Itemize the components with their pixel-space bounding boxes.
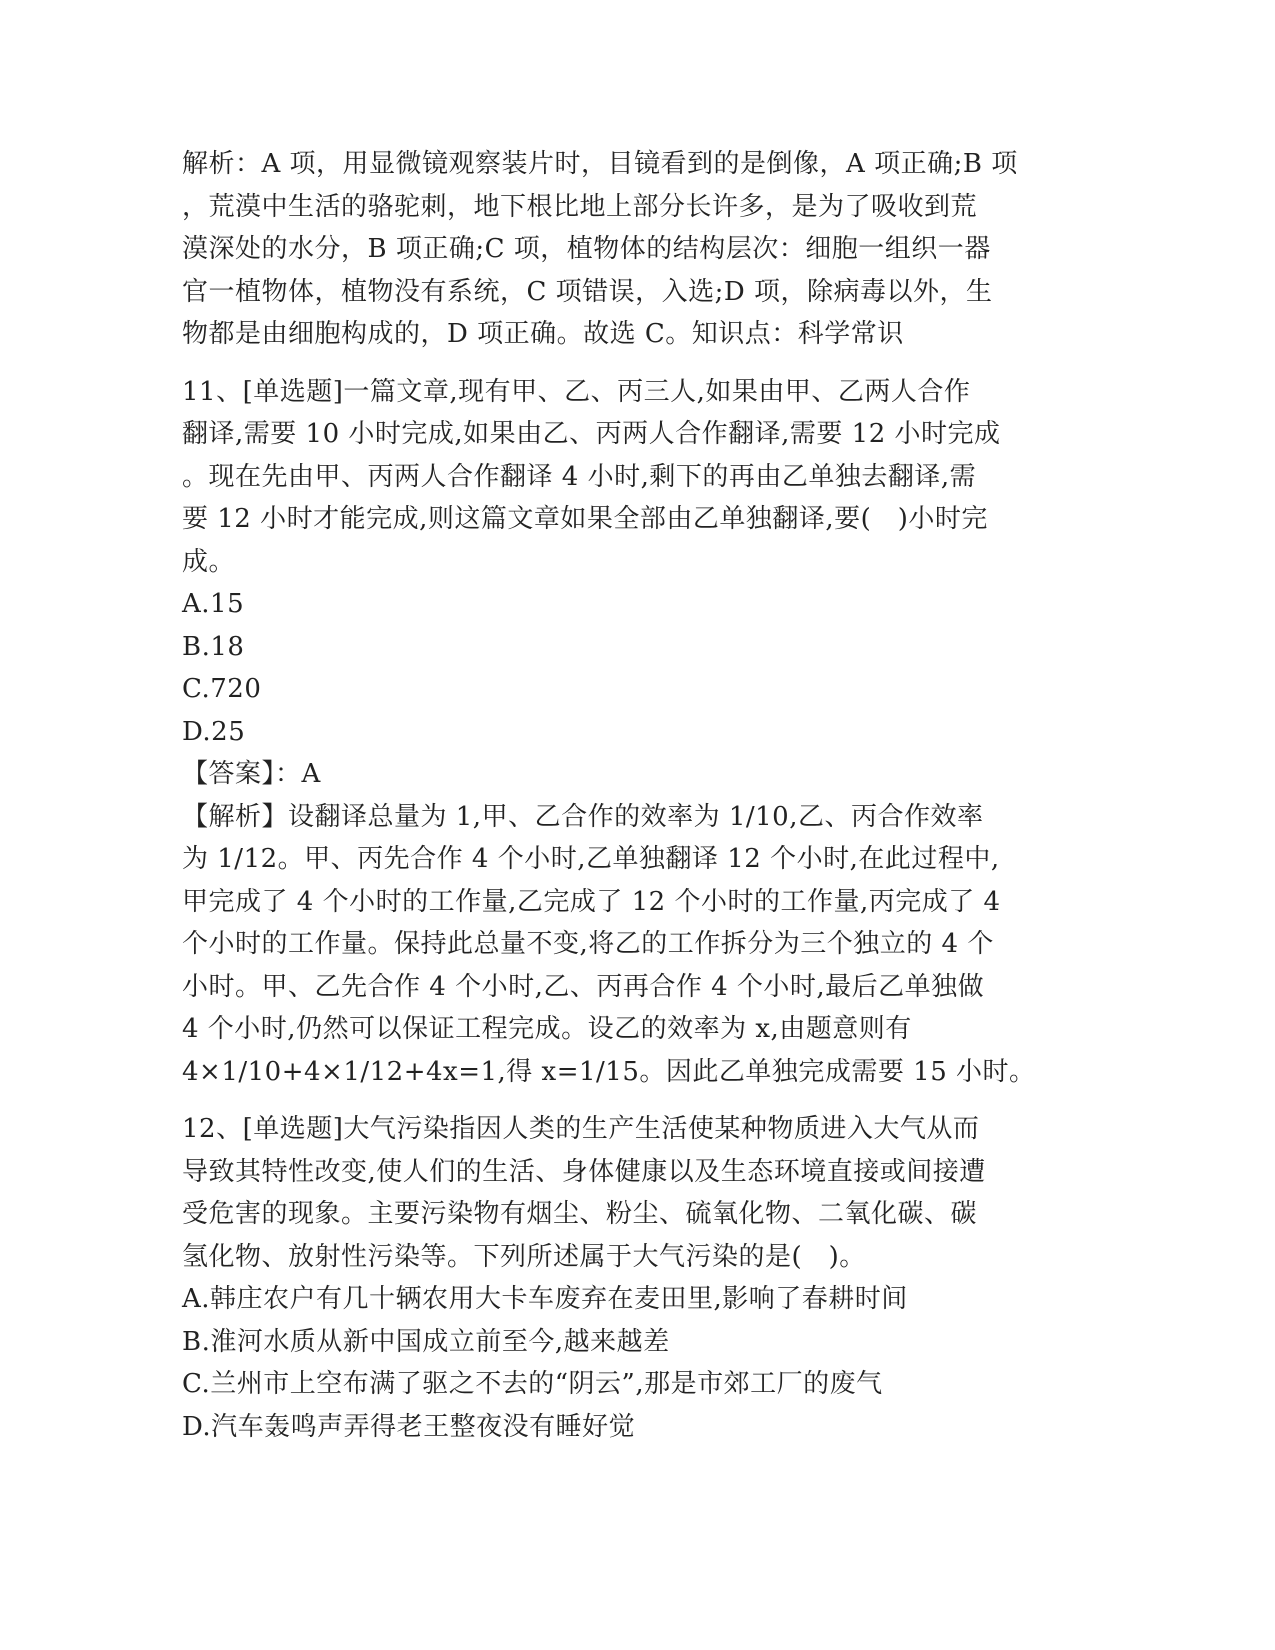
option-c: C.兰州市上空布满了驱之不去的“阴云”,那是市郊工厂的废气	[182, 1369, 883, 1399]
analysis-line: 物都是由细胞构成的，D 项正确。故选 C。知识点：科学常识	[182, 319, 904, 349]
option-d: D.25	[182, 716, 246, 747]
option-b: B.18	[182, 631, 245, 662]
option-a: A.15	[182, 589, 245, 619]
answer-line: 【答案】：A	[182, 759, 321, 789]
analysis-line: 官一植物体，植物没有系统，C 项错误，入选;D 项，除病毒以外，生	[182, 276, 993, 307]
analysis-line: 4×1/10+4×1/12+4x=1,得 x=1/15。因此乙单独完成需要 15 小时。	[182, 1056, 1036, 1087]
option-c: C.720	[182, 674, 262, 704]
analysis-line: 为 1/12。甲、丙先合作 4 个小时,乙单独翻译 12 个小时,在此过程中,	[182, 844, 1000, 874]
previous-question-analysis	[182, 143, 1082, 356]
analysis-line: 甲完成了 4 个小时的工作量,乙完成了 12 个小时的工作量,丙完成了 4	[182, 886, 1001, 917]
analysis-line: 个小时的工作量。保持此总量不变,将乙的工作拆分为三个独立的 4 个	[182, 929, 994, 959]
question-stem-line: 12、[单选题]大气污染指因人类的生产生活使某种物质进入大气从而	[182, 1114, 980, 1144]
question-12	[182, 1108, 1082, 1448]
question-stem-line: 受危害的现象。主要污染物有烟尘、粉尘、硫氧化物、二氧化碳、碳	[182, 1199, 978, 1229]
question-stem-line: 成。	[182, 546, 236, 577]
question-stem-line: 要 12 小时才能完成,则这篇文章如果全部由乙单独翻译,要( )小时完	[182, 504, 988, 534]
analysis-line: 【解析】设翻译总量为 1,甲、乙合作的效率为 1/10,乙、丙合作效率	[182, 801, 984, 832]
analysis-line: 漠深处的水分，B 项正确;C 项，植物体的结构层次：细胞一组织一器	[182, 234, 991, 264]
question-stem-line: 。现在先由甲、丙两人合作翻译 4 小时,剩下的再由乙单独去翻译,需	[182, 461, 977, 492]
option-d: D.汽车轰鸣声弄得老王整夜没有睡好觉	[182, 1411, 636, 1442]
analysis-line: 4 个小时,仍然可以保证工程完成。设乙的效率为 x,由题意则有	[182, 1014, 912, 1044]
question-stem-line: 氢化物、放射性污染等。下列所述属于大气污染的是( )。	[182, 1241, 866, 1272]
question-11	[182, 371, 1082, 1094]
analysis-line: 解析：A 项，用显微镜观察装片时，目镜看到的是倒像，A 项正确;B 项	[182, 149, 1018, 179]
question-stem-line: 11、[单选题]一篇文章,现有甲、乙、丙三人,如果由甲、乙两人合作	[182, 376, 971, 407]
document-content	[182, 143, 1082, 1448]
question-stem-line: 翻译,需要 10 小时完成,如果由乙、丙两人合作翻译,需要 12 小时完成	[182, 419, 1001, 449]
option-a: A.韩庄农户有几十辆农用大卡车废弃在麦田里,影响了春耕时间	[182, 1284, 908, 1314]
analysis-line: 小时。甲、乙先合作 4 个小时,乙、丙再合作 4 个小时,最后乙单独做	[182, 971, 985, 1002]
option-b: B.淮河水质从新中国成立前至今,越来越差	[182, 1326, 670, 1357]
question-stem-line: 导致其特性改变,使人们的生活、身体健康以及生态环境直接或间接遭	[182, 1156, 986, 1187]
analysis-line: ，荒漠中生活的骆驼刺，地下根比地上部分长许多，是为了吸收到荒	[182, 191, 978, 222]
